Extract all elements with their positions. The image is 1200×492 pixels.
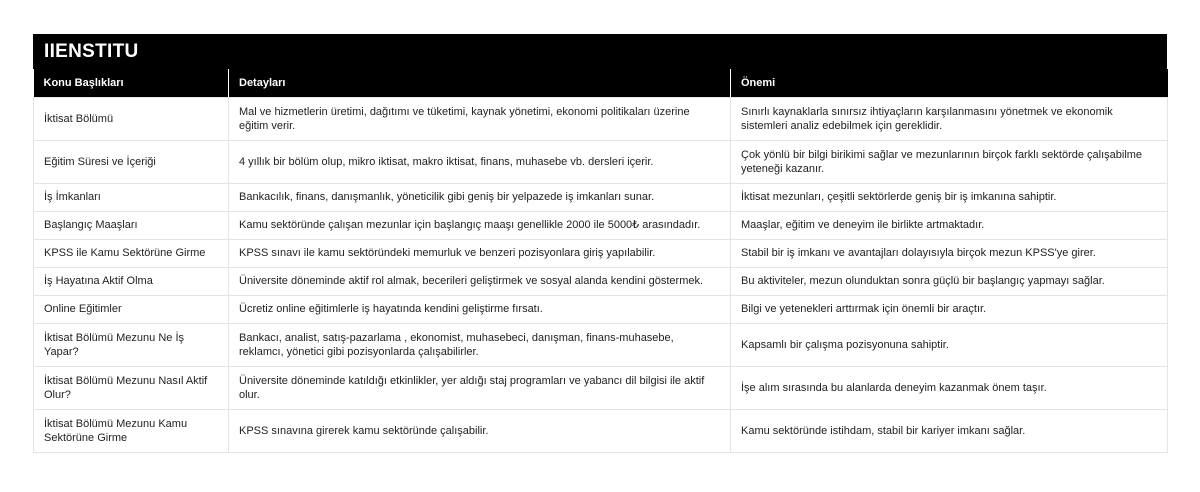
cell-importance: Çok yönlü bir bilgi birikimi sağlar ve mezunlarının birçok farklı sektörde çalışabilme yeteneği kazanır. (731, 140, 1168, 183)
column-header-topic: Konu Başlıkları (34, 69, 229, 97)
cell-importance: İşe alım sırasında bu alanlarda deneyim kazanmak önem taşır. (731, 366, 1168, 409)
cell-details: Bankacılık, finans, danışmanlık, yöneticilik gibi geniş bir yelpazede iş imkanları sunar. (229, 183, 731, 211)
cell-details: Üniversite döneminde katıldığı etkinlikler, yer aldığı staj programları ve yabancı dil bilgisi ile aktif olur. (229, 366, 731, 409)
table-container (33, 34, 1167, 453)
cell-details: 4 yıllık bir bölüm olup, mikro iktisat, makro iktisat, finans, muhasebe vb. dersleri içerir. (229, 140, 731, 183)
table-row (34, 366, 1168, 409)
cell-details: Kamu sektöründe çalışan mezunlar için başlangıç maaşı genellikle 2000 ile 5000₺ arasındadır. (229, 211, 731, 239)
cell-topic: İş İmkanları (34, 183, 229, 211)
data-table (33, 69, 1168, 453)
cell-topic: İktisat Bölümü Mezunu Ne İş Yapar? (34, 323, 229, 366)
cell-topic: İktisat Bölümü Mezunu Nasıl Aktif Olur? (34, 366, 229, 409)
cell-importance: Bu aktiviteler, mezun olunduktan sonra güçlü bir başlangıç yapmayı sağlar. (731, 267, 1168, 295)
cell-details: KPSS sınavına girerek kamu sektöründe çalışabilir. (229, 409, 731, 452)
cell-details: Ücretiz online eğitimlerle iş hayatında kendini geliştirme fırsatı. (229, 295, 731, 323)
cell-topic: İktisat Bölümü Mezunu Kamu Sektörüne Girme (34, 409, 229, 452)
cell-details: Mal ve hizmetlerin üretimi, dağıtımı ve tüketimi, kaynak yönetimi, ekonomi politikaları üzerine eğitim verir. (229, 97, 731, 140)
cell-topic: İş Hayatına Aktif Olma (34, 267, 229, 295)
brand-logo-text: IIENSTITU (44, 40, 139, 62)
brand-header (33, 34, 1167, 69)
table-row (34, 267, 1168, 295)
table-row (34, 211, 1168, 239)
cell-details: Bankacı, analist, satış-pazarlama , ekonomist, muhasebeci, danışman, finans-muhasebe, reklamcı, yönetici gibi pozisyonlarda çalışabilirler. (229, 323, 731, 366)
header-row (34, 69, 1168, 97)
cell-topic: Online Eğitimler (34, 295, 229, 323)
cell-importance: Kamu sektöründe istihdam, stabil bir kariyer imkanı sağlar. (731, 409, 1168, 452)
cell-importance: Sınırlı kaynaklarla sınırsız ihtiyaçların karşılanmasını yönetmek ve ekonomik sistemleri analiz edebilmek için gereklidir. (731, 97, 1168, 140)
table-row (34, 323, 1168, 366)
cell-topic: KPSS ile Kamu Sektörüne Girme (34, 239, 229, 267)
cell-importance: Maaşlar, eğitim ve deneyim ile birlikte artmaktadır. (731, 211, 1168, 239)
table-row (34, 295, 1168, 323)
cell-details: Üniversite döneminde aktif rol almak, becerileri geliştirmek ve sosyal alanda kendini göstermek. (229, 267, 731, 295)
table-row (34, 239, 1168, 267)
cell-topic: İktisat Bölümü (34, 97, 229, 140)
column-header-importance: Önemi (731, 69, 1168, 97)
table-header (34, 69, 1168, 97)
cell-topic: Başlangıç Maaşları (34, 211, 229, 239)
cell-importance: Kapsamlı bir çalışma pozisyonuna sahiptir. (731, 323, 1168, 366)
table-row (34, 140, 1168, 183)
column-header-details: Detayları (229, 69, 731, 97)
cell-topic: Eğitim Süresi ve İçeriği (34, 140, 229, 183)
table-row (34, 183, 1168, 211)
cell-importance: Stabil bir iş imkanı ve avantajları dolayısıyla birçok mezun KPSS'ye girer. (731, 239, 1168, 267)
table-row (34, 409, 1168, 452)
cell-details: KPSS sınavı ile kamu sektöründeki memurluk ve benzeri pozisyonlara giriş yapılabilir. (229, 239, 731, 267)
table-body (34, 97, 1168, 452)
cell-importance: İktisat mezunları, çeşitli sektörlerde geniş bir iş imkanına sahiptir. (731, 183, 1168, 211)
cell-importance: Bilgi ve yetenekleri arttırmak için önemli bir araçtır. (731, 295, 1168, 323)
table-row (34, 97, 1168, 140)
